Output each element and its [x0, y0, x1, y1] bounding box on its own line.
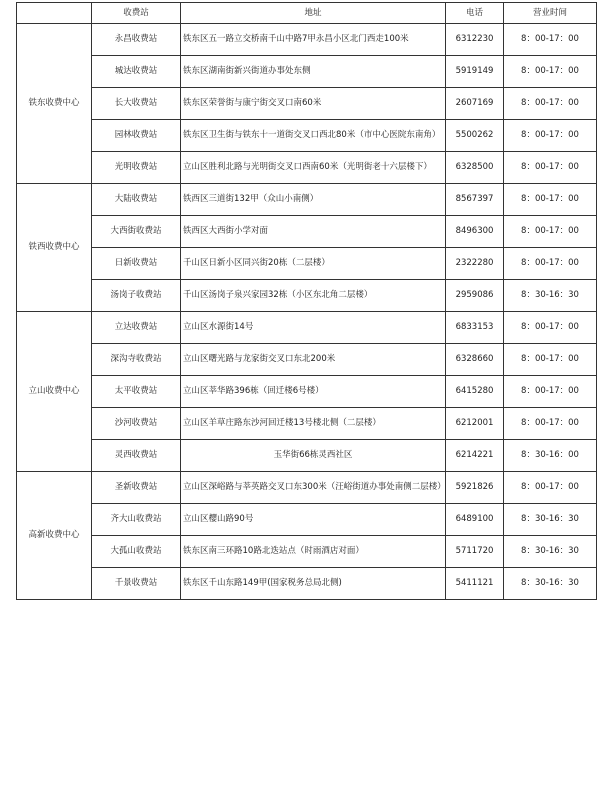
station-hours: 8：30-16：30: [504, 536, 597, 568]
station-address: 立山区胜利北路与光明街交叉口西南60米（光明街老十六层楼下）: [181, 152, 446, 184]
center-name: 立山收费中心: [17, 312, 92, 472]
center-name: 铁东收费中心: [17, 24, 92, 184]
station-hours: 8：00-17：00: [504, 344, 597, 376]
station-hours: 8：00-17：00: [504, 408, 597, 440]
station-address: 铁东区湖南街新兴街道办事处东侧: [181, 56, 446, 88]
station-name: 灵西收费站: [92, 440, 181, 472]
station-phone: 5711720: [446, 536, 504, 568]
header-address: 地址: [181, 3, 446, 24]
station-address: 铁东区荣誉街与康宁街交叉口南60米: [181, 88, 446, 120]
table-row: [17, 568, 597, 600]
station-name: 立达收费站: [92, 312, 181, 344]
station-name: 园林收费站: [92, 120, 181, 152]
station-name: 长大收费站: [92, 88, 181, 120]
table-row: [17, 216, 597, 248]
station-address: 铁东区南三环路10路北迭站点（时雨酒店对面）: [181, 536, 446, 568]
station-name: 深沟寺收费站: [92, 344, 181, 376]
station-address: 玉华街66栋灵西社区: [181, 440, 446, 472]
station-phone: 5500262: [446, 120, 504, 152]
table-row: [17, 88, 597, 120]
station-hours: 8：00-17：00: [504, 216, 597, 248]
station-address: 千山区日新小区同兴街20栋（二层楼）: [181, 248, 446, 280]
station-table: [16, 2, 597, 600]
station-hours: 8：00-17：00: [504, 120, 597, 152]
table-row: [17, 24, 597, 56]
station-phone: 5919149: [446, 56, 504, 88]
station-address: 立山区水源街14号: [181, 312, 446, 344]
table-row: [17, 344, 597, 376]
header-station: 收费站: [92, 3, 181, 24]
station-name: 圣新收费站: [92, 472, 181, 504]
station-hours: 8：00-17：00: [504, 248, 597, 280]
station-hours: 8：00-17：00: [504, 376, 597, 408]
station-address: 立山区深峪路与莘英路交叉口东300米（汪峪街道办事处南侧二层楼）: [181, 472, 446, 504]
center-name: 高新收费中心: [17, 472, 92, 600]
station-phone: 6328660: [446, 344, 504, 376]
station-address: 立山区樱山路90号: [181, 504, 446, 536]
table-row: [17, 408, 597, 440]
station-phone: 5411121: [446, 568, 504, 600]
station-name: 千景收费站: [92, 568, 181, 600]
station-hours: 8：00-17：00: [504, 56, 597, 88]
table-row: [17, 280, 597, 312]
station-address: 铁西区三道街132甲（众山小南侧）: [181, 184, 446, 216]
station-name: 城达收费站: [92, 56, 181, 88]
station-phone: 5921826: [446, 472, 504, 504]
station-name: 汤岗子收费站: [92, 280, 181, 312]
station-hours: 8：00-17：00: [504, 88, 597, 120]
station-phone: 2607169: [446, 88, 504, 120]
station-phone: 6212001: [446, 408, 504, 440]
station-name: 永昌收费站: [92, 24, 181, 56]
station-phone: 6312230: [446, 24, 504, 56]
table-row: [17, 536, 597, 568]
station-hours: 8：30-16：30: [504, 280, 597, 312]
station-phone: 8496300: [446, 216, 504, 248]
station-phone: 6415280: [446, 376, 504, 408]
station-name: 日新收费站: [92, 248, 181, 280]
station-phone: 6328500: [446, 152, 504, 184]
station-hours: 8：00-17：00: [504, 312, 597, 344]
station-address: 千山区汤岗子泉兴家园32栋（小区东北角二层楼）: [181, 280, 446, 312]
station-hours: 8：30-16：00: [504, 440, 597, 472]
station-name: 大西街收费站: [92, 216, 181, 248]
station-hours: 8：00-17：00: [504, 152, 597, 184]
station-phone: 8567397: [446, 184, 504, 216]
station-hours: 8：00-17：00: [504, 24, 597, 56]
station-address: 铁东区千山东路149甲(国家税务总局北侧): [181, 568, 446, 600]
station-address: 立山区曙光路与龙家街交叉口东北200米: [181, 344, 446, 376]
station-hours: 8：30-16：30: [504, 504, 597, 536]
table-row: [17, 312, 597, 344]
table-row: [17, 56, 597, 88]
station-phone: 6833153: [446, 312, 504, 344]
station-phone: 2959086: [446, 280, 504, 312]
station-name: 大陆收费站: [92, 184, 181, 216]
station-name: 齐大山收费站: [92, 504, 181, 536]
table-row: [17, 472, 597, 504]
table-row: [17, 184, 597, 216]
header-phone: 电话: [446, 3, 504, 24]
station-name: 光明收费站: [92, 152, 181, 184]
station-name: 沙河收费站: [92, 408, 181, 440]
station-name: 大孤山收费站: [92, 536, 181, 568]
table-row: [17, 376, 597, 408]
header-hours: 营业时间: [504, 3, 597, 24]
station-hours: 8：30-16：30: [504, 568, 597, 600]
station-address: 立山区莘华路396栋（回迁楼6号楼）: [181, 376, 446, 408]
table-row: [17, 504, 597, 536]
center-name: 铁西收费中心: [17, 184, 92, 312]
station-address: 铁东区五一路立交桥南千山中路7甲永昌小区北门西走100米: [181, 24, 446, 56]
table-row: [17, 248, 597, 280]
table-row: [17, 120, 597, 152]
station-name: 太平收费站: [92, 376, 181, 408]
station-phone: 6214221: [446, 440, 504, 472]
station-phone: 6489100: [446, 504, 504, 536]
table-row: [17, 440, 597, 472]
station-address: 铁西区大西街小学对面: [181, 216, 446, 248]
station-phone: 2322280: [446, 248, 504, 280]
table-row: [17, 152, 597, 184]
station-address: 铁东区卫生街与铁东十一道街交叉口西北80米（市中心医院东南角）: [181, 120, 446, 152]
station-hours: 8：00-17：00: [504, 472, 597, 504]
station-address: 立山区羊草庄路东沙河回迁楼13号楼北侧（二层楼）: [181, 408, 446, 440]
station-hours: 8：00-17：00: [504, 184, 597, 216]
table-header-row: [17, 3, 597, 24]
header-center: [17, 3, 92, 24]
